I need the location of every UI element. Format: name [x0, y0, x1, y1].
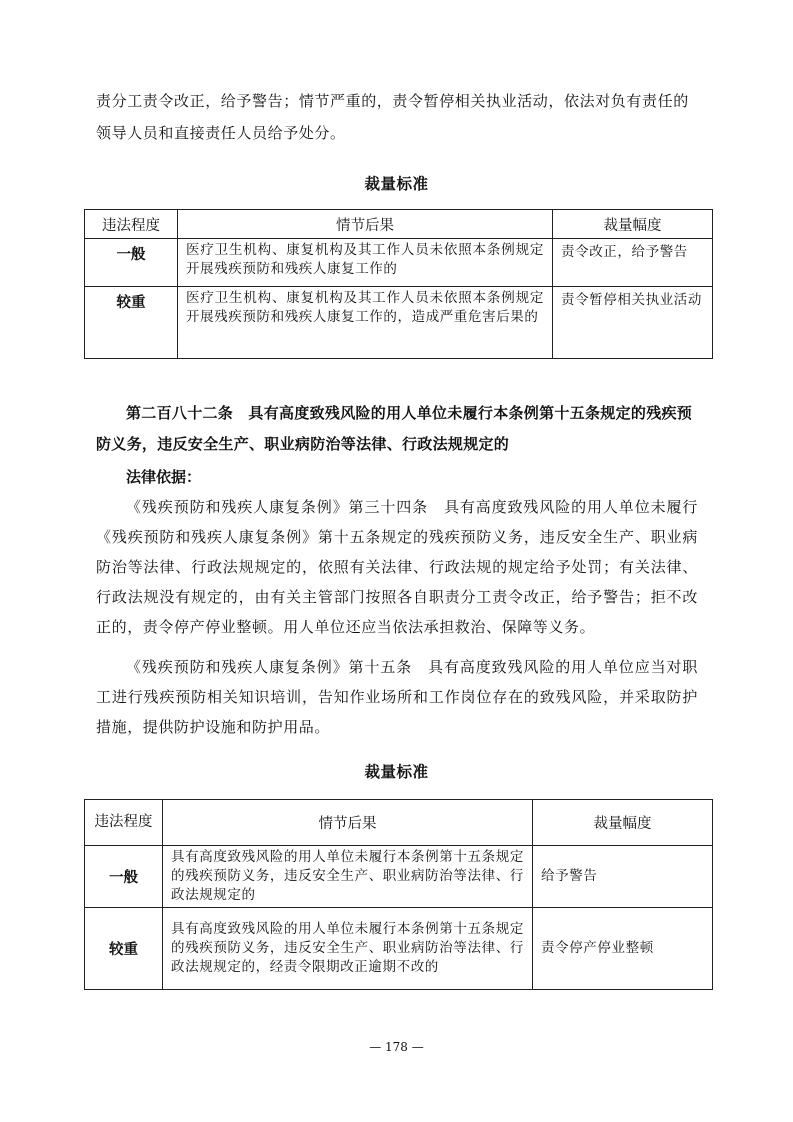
penalty-table-1: [84, 209, 713, 359]
table1-row1-level: 一般: [85, 239, 178, 287]
table2-row1-penalty: 给予警告: [533, 846, 713, 908]
page-number: — 178 —: [369, 1040, 424, 1054]
table2-row2-description: 具有高度致残风险的用人单位未履行本条例第十五条规定的残疾预防义务，违反安全生产、职业病防治等法律、行政法规规定的，经责令限期改正逾期不改的: [163, 908, 533, 990]
intro-line-1: 责分工责令改正，给予警告；情节严重的，责令暂停相关执业活动，依法对负有责任的: [96, 92, 689, 110]
table-row: [85, 908, 713, 990]
intro-line-2: 领导人员和直接责任人员给予处分。: [96, 124, 346, 142]
table1-row1-description: 医疗卫生机构、康复机构及其工作人员未依照本条例规定开展残疾预防和残疾人康复工作的: [178, 239, 553, 287]
table1-header-level: 违法程度: [85, 210, 178, 239]
table2-header-level: 违法程度: [85, 800, 163, 846]
article-heading: 第二百八十二条 具有高度致残风险的用人单位未履行本条例第十五条规定的残疾预防义务，违反安全生产、职业病防治等法律、行政法规规定的: [96, 404, 693, 453]
legal-basis-paragraph-2: 《残疾预防和残疾人康复条例》第十五条 具有高度致残风险的用人单位应当对职工进行残疾预防相关知识培训，告知作业场所和工作岗位存在的致残风险，并采取防护措施，提供防护设施和防护用品。: [96, 658, 698, 736]
table-row: [85, 846, 713, 908]
table1-row2-level: 较重: [85, 287, 178, 359]
table-row: [85, 287, 713, 359]
table2-row2-level: 较重: [85, 908, 163, 990]
penalty-table-2: [84, 799, 713, 990]
table1-row2-description: 医疗卫生机构、康复机构及其工作人员未依照本条例规定开展残疾预防和残疾人康复工作的，造成严重危害后果的: [178, 287, 553, 359]
table2-row2-penalty: 责令停产停业整顿: [533, 908, 713, 990]
table1-header-consequence: 情节后果: [178, 210, 553, 239]
legal-basis-paragraph-1: 《残疾预防和残疾人康复条例》第三十四条 具有高度致残风险的用人单位未履行《残疾预防和残疾人康复条例》第十五条规定的残疾预防义务，违反安全生产、职业病防治等法律、行政法规规定的，依照有关法律、行政法规的规定给予处罚；有关法律、行政法规没有规定的，由有关主管部门按照各自职责分工责令改正，给予警告；拒不改正的，责令停产停业整顿。用人单位还应当依法承担救治、保障等义务。: [96, 498, 698, 636]
table2-row1-description: 具有高度致残风险的用人单位未履行本条例第十五条规定的残疾预防义务，违反安全生产、职业病防治等法律、行政法规规定的: [163, 846, 533, 908]
table1-row2-penalty: 责令暂停相关执业活动: [553, 287, 713, 359]
table1-row1-penalty: 责令改正，给予警告: [553, 239, 713, 287]
table1-header-penalty: 裁量幅度: [553, 210, 713, 239]
table1-title: 裁量标准: [364, 175, 429, 193]
table2-header-consequence: 情节后果: [163, 800, 533, 846]
table2-header-row: [85, 800, 713, 846]
legal-basis-label: 法律依据：: [126, 468, 202, 486]
table1-header-row: [85, 210, 713, 239]
table2-title: 裁量标准: [364, 763, 429, 781]
table2-row1-level: 一般: [85, 846, 163, 908]
table2-header-penalty: 裁量幅度: [533, 800, 713, 846]
table-row: [85, 239, 713, 287]
